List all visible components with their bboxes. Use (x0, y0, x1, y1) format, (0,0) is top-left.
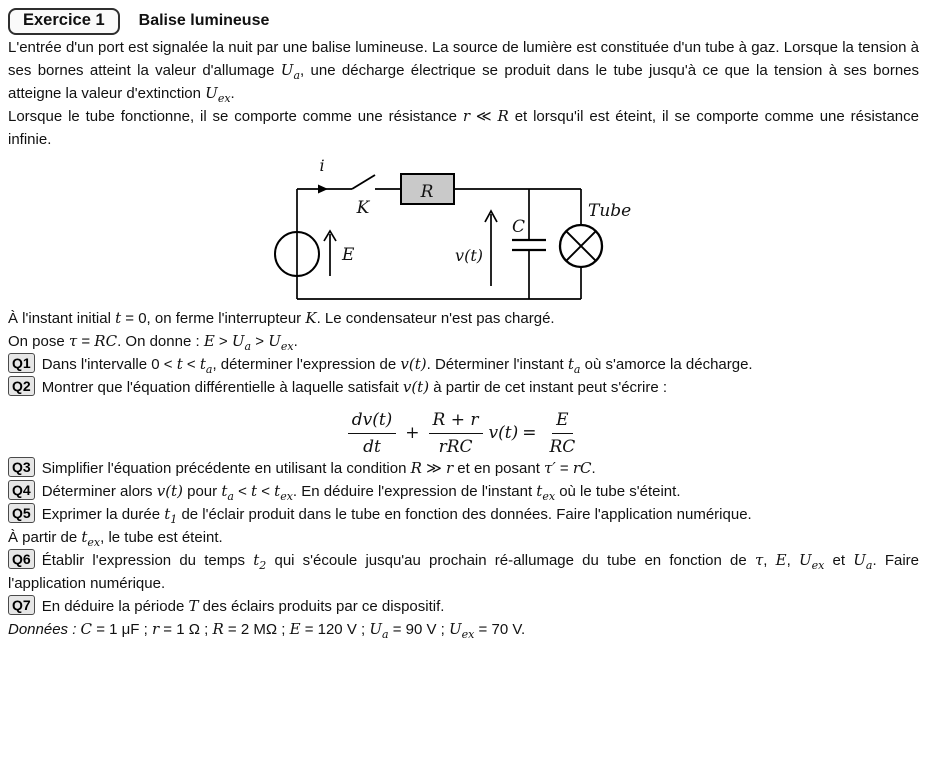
setup-paragraph-2: On pose τ = RC. On donne : $E > U_a > U_{ex}$. (8, 332, 298, 353)
data-values-line: Données : C = 1 μF ; r = 1 Ω ; R = 2 MΩ ; E = 120 V ; $U_a = 90$ V ; $U_{ex} = 70$ V. (8, 620, 526, 641)
question-text-q6: Établir l'expression du temps $t_2$ qui s'écoule jusqu'au prochain ré-allumage du tube en fonction de τ, E, $U_{ex}$ et $U_a$. Faire l'application numérique. (8, 551, 919, 592)
current-label: i (318, 156, 325, 175)
tube-label: Tube (587, 201, 631, 221)
question-text-q5: Exprimer la durée $t_1$ de l'éclair produit dans le tube en fonction des données. Faire l'application numérique. (41, 505, 752, 526)
source-label: E (341, 245, 354, 265)
equation-voltage-factor: v(t) (488, 423, 519, 443)
equation-frac3-denominator: RC (549, 436, 576, 457)
switch-blade (352, 175, 375, 189)
switch-label: K (356, 198, 369, 218)
title-bar (8, 6, 919, 36)
setup-paragraph-1: À l'instant initial t = 0, on ferme l'interrupteur K. Le condensateur n'est pas chargé. (8, 309, 555, 327)
question-text-q7: En déduire la période T des éclairs produits par ce dispositif. (41, 597, 445, 615)
question-badge-q3: Q3 (8, 457, 35, 477)
exercise-number-box: Exercice 1 (8, 8, 120, 35)
differential-equation (8, 409, 919, 457)
question-q2 (8, 376, 919, 399)
equation-plus-sign: + (405, 423, 420, 443)
current-arrow-head (318, 185, 328, 194)
equation-frac1-denominator: dt (363, 436, 381, 457)
resistor-label: R (420, 182, 433, 202)
question-badge-q2: Q2 (8, 376, 35, 396)
question-q5 (8, 503, 919, 526)
circuit-diagram (274, 155, 654, 307)
question-q6 (8, 549, 919, 595)
exercise-title: Balise lumineuse (138, 12, 270, 29)
question-q7 (8, 595, 919, 618)
intro-paragraph-2: Lorsque le tube fonctionne, il se comporte comme une résistance r ≪ R et lorsqu'il est éteint, il se comporte comme une résistance infinie. (8, 107, 919, 148)
intro-paragraph-1: L'entrée d'un port est signalée la nuit par une balise lumineuse. La source de lumière est constituée d'un tube à gaz. Lorsque la tension à ses bornes atteint la valeur d'allumage $U_a$, une décharge électrique se produit dans le tube jusqu'à ce que la tension à ses bornes atteigne la valeur d'extinction $U_{ex}$. (8, 39, 920, 105)
question-text-q4: Déterminer alors v(t) pour $t_a < t < t_{ex}$. En déduire l'expression de l'instant $t_{ex}$ où le tube s'éteint. (41, 482, 681, 503)
voltage-label: v(t) (454, 246, 483, 265)
question-q1 (8, 353, 919, 376)
question-badge-q6: Q6 (8, 549, 35, 569)
question-badge-q1: Q1 (8, 353, 35, 373)
equation-equals-sign: = (522, 423, 537, 443)
question-badge-q5: Q5 (8, 503, 35, 523)
equation-frac2-numerator: R + r (429, 410, 483, 434)
question-badge-q7: Q7 (8, 595, 35, 615)
question-text-q1: Dans l'intervalle $0 < t < t_a$, déterminer l'expression de v(t). Déterminer l'instant $t_a$ où s'amorce la décharge. (41, 355, 753, 376)
tube-lamp-cross (566, 231, 596, 261)
equation-frac3-numerator: E (552, 410, 572, 434)
question-q3 (8, 457, 919, 480)
question-text-q2: Montrer que l'équation différentielle à laquelle satisfait v(t) à partir de cet instant peut s'écrire : (41, 378, 668, 396)
equation-fraction-3 (545, 410, 579, 457)
equation-frac2-denominator: rRC (438, 436, 473, 457)
capacitor-label: C (511, 217, 525, 237)
question-badge-q4: Q4 (8, 480, 35, 500)
question-q4 (8, 480, 919, 503)
question-text-q3: Simplifier l'équation précédente en utilisant la condition R ≫ r et en posant τ′ = rC. (41, 459, 596, 477)
equation-frac1-numerator: dv(t) (348, 410, 397, 434)
equation-fraction-2 (429, 410, 483, 457)
note-after-q5: À partir de $t_{ex}$, le tube est éteint. (8, 528, 223, 549)
equation-fraction-1 (348, 410, 397, 457)
circuit-figure (8, 155, 919, 307)
